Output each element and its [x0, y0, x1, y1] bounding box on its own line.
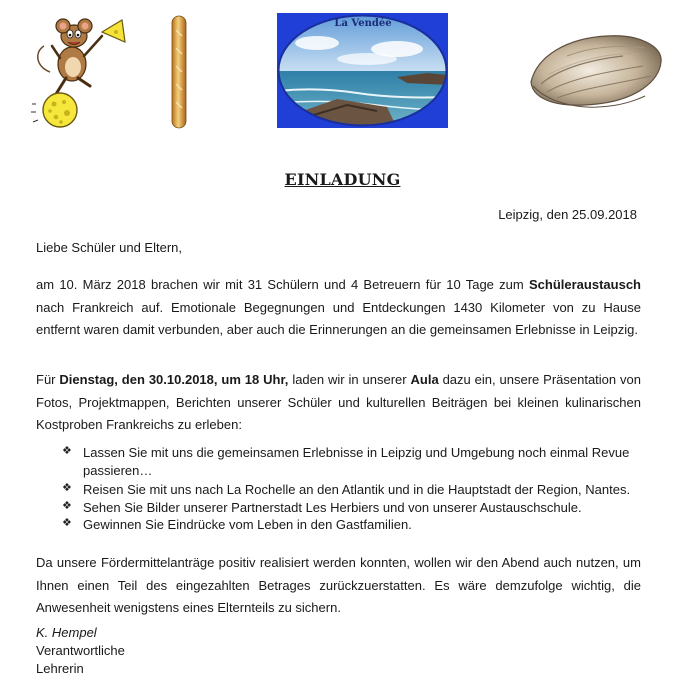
paragraph-text: am 10. März 2018 brachen wir mit 31 Schülern und 4 Betreuern für 10 Tage zum: [36, 277, 529, 292]
bold-text-aula: Aula: [410, 372, 439, 387]
diamond-bullet-icon: ❖: [62, 500, 72, 512]
la-vendee-caption: La Vendée: [334, 18, 392, 29]
signature-name: K. Hempel: [36, 625, 97, 640]
paragraph-text: nach Frankreich auf. Emotionale Begegnungen und Entdeckungen 1430 Kilometer von zu Hause entfernt waren damit verbunden, aber auch die Erinnerungen an die gemeinsamen Erlebnisse in Leipzig.: [36, 299, 641, 337]
document-title: EINLADUNG: [284, 170, 401, 189]
paragraph-refund: Da unsere Fördermittelanträge positiv realisiert werden konnten, wollen wir den Abend auch nutzen, um Ihnen einen Teil des eingezahlten Betrages zurückzuerstatten. Es wäre demzufolge wichtig, die Anwesenheit wenigstens eines Elternteils zu sichern.: [36, 555, 641, 615]
paragraph-invitation: [36, 369, 641, 437]
signature-role: Verantwortliche: [36, 643, 125, 658]
list-item-text: Sehen Sie Bilder unserer Partnerstadt Les Herbiers und von unserer Austauschschule.: [83, 500, 582, 515]
paragraph-text: dazu ein, unsere Präsentation von Fotos, Projektmappen, Berichten unserer Schüler und kulturellen Beiträgen bei kleinen kulinarischen Kostproben Frankreichs zu erleben:: [36, 372, 641, 432]
diamond-bullet-icon: ❖: [62, 482, 72, 494]
paragraph-exchange-intro: [36, 274, 641, 342]
paragraph-text: Für: [36, 372, 60, 387]
bold-text-schueleraustausch: Schüleraustausch: [529, 277, 641, 292]
diamond-bullet-icon: ❖: [62, 445, 72, 457]
cartoon-mouse-cheese-image: [30, 12, 130, 130]
paragraph-text: laden wir in unserer: [288, 372, 411, 387]
signature-title: Lehrerin: [36, 661, 84, 676]
greeting: Liebe Schüler und Eltern,: [36, 240, 182, 255]
oyster-image: [527, 26, 667, 114]
diamond-bullet-icon: ❖: [62, 517, 72, 529]
list-item-text: [83, 444, 643, 479]
list-item-line: Lassen Sie mit uns die gemeinsamen Erlebnisse in Leipzig und Umgebung noch einmal Revue: [83, 445, 630, 460]
list-item-text: Reisen Sie mit uns nach La Rochelle an den Atlantik und in die Hauptstadt der Region, Nantes.: [83, 482, 631, 497]
date-line: Leipzig, den 25.09.2018: [498, 207, 637, 222]
list-item-text: Gewinnen Sie Eindrücke vom Leben in den Gastfamilien.: [83, 517, 412, 532]
baguette-image: [168, 14, 190, 130]
list-item-line: passieren…: [83, 462, 153, 478]
bold-text-event-date: Dienstag, den 30.10.2018, um 18 Uhr,: [59, 372, 289, 387]
la-vendee-landscape-image: [277, 13, 448, 128]
